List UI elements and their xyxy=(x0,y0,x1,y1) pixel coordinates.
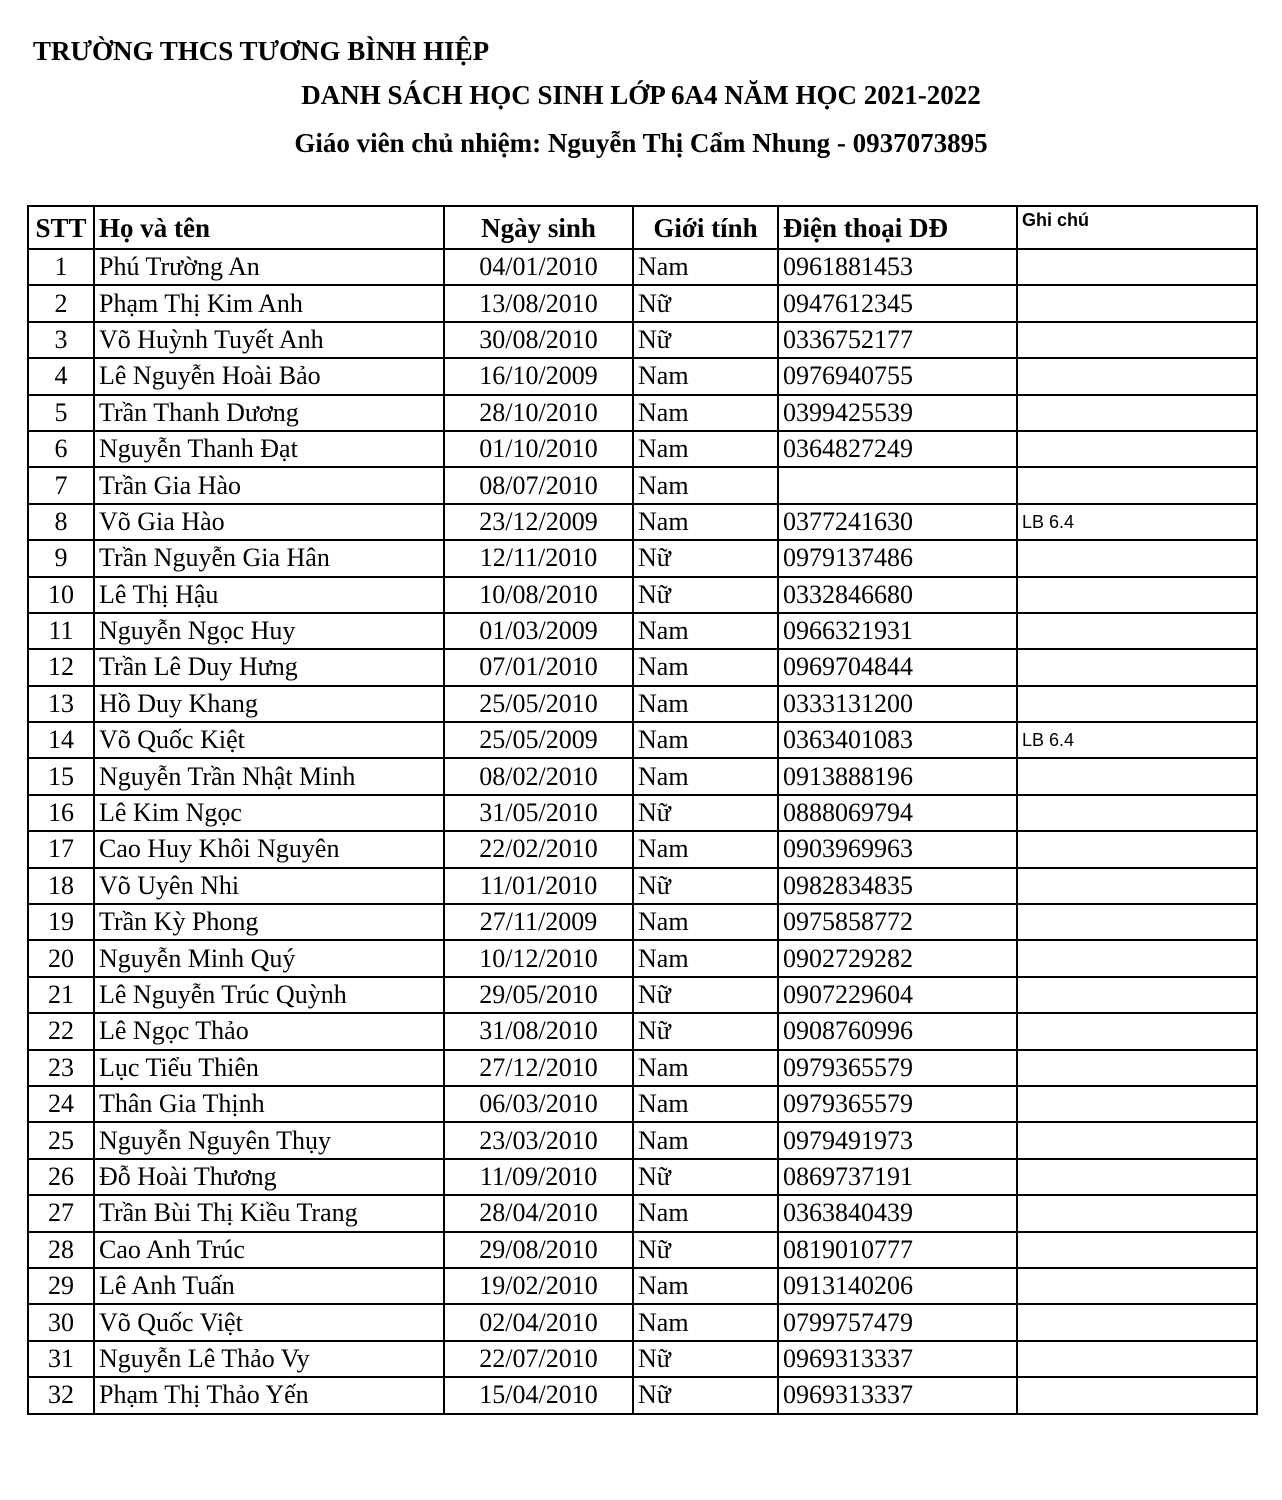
note xyxy=(1017,613,1257,649)
row-number: 10 xyxy=(28,577,94,613)
table-row xyxy=(28,285,1257,321)
note xyxy=(1017,1159,1257,1195)
note xyxy=(1017,285,1257,321)
phone-number: 0333131200 xyxy=(778,686,1017,722)
table-row xyxy=(28,904,1257,940)
school-name: TRƯỜNG THCS TƯƠNG BÌNH HIỆP xyxy=(33,36,490,66)
phone-number: 0907229604 xyxy=(778,977,1017,1013)
row-number: 6 xyxy=(28,431,94,467)
row-number: 30 xyxy=(28,1304,94,1340)
phone-number: 0363840439 xyxy=(778,1195,1017,1231)
gender: Nữ xyxy=(633,577,778,613)
table-row xyxy=(28,1086,1257,1122)
table-row xyxy=(28,940,1257,976)
phone-number: 0819010777 xyxy=(778,1232,1017,1268)
birth-date: 23/03/2010 xyxy=(444,1122,633,1158)
phone-number: 0976940755 xyxy=(778,358,1017,394)
row-number: 29 xyxy=(28,1268,94,1304)
gender: Nam xyxy=(633,504,778,540)
gender: Nữ xyxy=(633,977,778,1013)
phone-number: 0966321931 xyxy=(778,613,1017,649)
note xyxy=(1017,1232,1257,1268)
row-number: 13 xyxy=(28,686,94,722)
table-row xyxy=(28,504,1257,540)
table-row xyxy=(28,249,1257,285)
phone-number: 0913888196 xyxy=(778,758,1017,794)
gender: Nữ xyxy=(633,1013,778,1049)
phone-number: 0399425539 xyxy=(778,395,1017,431)
table-row xyxy=(28,431,1257,467)
row-number: 20 xyxy=(28,940,94,976)
student-name: Lục Tiểu Thiên xyxy=(94,1050,444,1086)
table-row xyxy=(28,1159,1257,1195)
phone-number: 0363401083 xyxy=(778,722,1017,758)
table-row xyxy=(28,686,1257,722)
gender: Nữ xyxy=(633,1232,778,1268)
row-number: 7 xyxy=(28,467,94,503)
note xyxy=(1017,868,1257,904)
gender: Nam xyxy=(633,1122,778,1158)
birth-date: 25/05/2009 xyxy=(444,722,633,758)
birth-date: 12/11/2010 xyxy=(444,540,633,576)
row-number: 2 xyxy=(28,285,94,321)
row-number: 27 xyxy=(28,1195,94,1231)
student-name: Võ Gia Hào xyxy=(94,504,444,540)
student-name: Trần Bùi Thị Kiều Trang xyxy=(94,1195,444,1231)
note xyxy=(1017,940,1257,976)
table-row xyxy=(28,1122,1257,1158)
student-name: Cao Huy Khôi Nguyên xyxy=(94,831,444,867)
student-name: Lê Nguyễn Hoài Bảo xyxy=(94,358,444,394)
table-row xyxy=(28,831,1257,867)
row-number: 32 xyxy=(28,1377,94,1413)
birth-date: 27/11/2009 xyxy=(444,904,633,940)
table-row xyxy=(28,1341,1257,1377)
gender: Nam xyxy=(633,686,778,722)
gender: Nam xyxy=(633,1086,778,1122)
phone-number: 0377241630 xyxy=(778,504,1017,540)
birth-date: 08/02/2010 xyxy=(444,758,633,794)
gender: Nữ xyxy=(633,868,778,904)
note xyxy=(1017,904,1257,940)
note xyxy=(1017,395,1257,431)
student-name: Võ Quốc Việt xyxy=(94,1304,444,1340)
column-header-stt: STT xyxy=(28,206,94,249)
note xyxy=(1017,1377,1257,1413)
birth-date: 29/08/2010 xyxy=(444,1232,633,1268)
phone-number: 0799757479 xyxy=(778,1304,1017,1340)
row-number: 5 xyxy=(28,395,94,431)
birth-date: 08/07/2010 xyxy=(444,467,633,503)
note xyxy=(1017,1013,1257,1049)
table-row xyxy=(28,395,1257,431)
birth-date: 04/01/2010 xyxy=(444,249,633,285)
phone-number: 0979365579 xyxy=(778,1086,1017,1122)
table-row xyxy=(28,977,1257,1013)
document-title: DANH SÁCH HỌC SINH LỚP 6A4 NĂM HỌC 2021-2022 xyxy=(301,80,981,110)
row-number: 17 xyxy=(28,831,94,867)
table-row xyxy=(28,322,1257,358)
birth-date: 13/08/2010 xyxy=(444,285,633,321)
gender: Nam xyxy=(633,249,778,285)
student-name: Hồ Duy Khang xyxy=(94,686,444,722)
row-number: 14 xyxy=(28,722,94,758)
student-name: Võ Huỳnh Tuyết Anh xyxy=(94,322,444,358)
table-row xyxy=(28,1377,1257,1413)
student-name: Phú Trường An xyxy=(94,249,444,285)
row-number: 31 xyxy=(28,1341,94,1377)
birth-date: 28/10/2010 xyxy=(444,395,633,431)
table-row xyxy=(28,649,1257,685)
column-header-phone: Điện thoại DĐ xyxy=(778,206,1017,249)
table-row xyxy=(28,358,1257,394)
phone-number: 0982834835 xyxy=(778,868,1017,904)
birth-date: 23/12/2009 xyxy=(444,504,633,540)
birth-date: 01/03/2009 xyxy=(444,613,633,649)
gender: Nam xyxy=(633,904,778,940)
phone-number: 0903969963 xyxy=(778,831,1017,867)
student-name: Nguyễn Trần Nhật Minh xyxy=(94,758,444,794)
row-number: 3 xyxy=(28,322,94,358)
table-row xyxy=(28,868,1257,904)
table-row xyxy=(28,1268,1257,1304)
student-name: Trần Gia Hào xyxy=(94,467,444,503)
column-header-note: Ghi chú xyxy=(1017,206,1257,249)
row-number: 26 xyxy=(28,1159,94,1195)
row-number: 24 xyxy=(28,1086,94,1122)
phone-number: 0979491973 xyxy=(778,1122,1017,1158)
homeroom-teacher: Giáo viên chủ nhiệm: Nguyễn Thị Cẩm Nhung - 0937073895 xyxy=(294,128,988,158)
student-name: Nguyễn Lê Thảo Vy xyxy=(94,1341,444,1377)
phone-number: 0888069794 xyxy=(778,795,1017,831)
gender: Nữ xyxy=(633,540,778,576)
note xyxy=(1017,577,1257,613)
table-row xyxy=(28,540,1257,576)
student-name: Cao Anh Trúc xyxy=(94,1232,444,1268)
birth-date: 02/04/2010 xyxy=(444,1304,633,1340)
birth-date: 28/04/2010 xyxy=(444,1195,633,1231)
birth-date: 29/05/2010 xyxy=(444,977,633,1013)
note: LB 6.4 xyxy=(1017,504,1257,540)
row-number: 4 xyxy=(28,358,94,394)
note xyxy=(1017,1341,1257,1377)
table-row xyxy=(28,722,1257,758)
gender: Nam xyxy=(633,395,778,431)
student-name: Trần Thanh Dương xyxy=(94,395,444,431)
gender: Nam xyxy=(633,722,778,758)
gender: Nữ xyxy=(633,1159,778,1195)
column-header-name: Họ và tên xyxy=(94,206,444,249)
note xyxy=(1017,358,1257,394)
phone-number: 0869737191 xyxy=(778,1159,1017,1195)
row-number: 23 xyxy=(28,1050,94,1086)
student-name: Trần Lê Duy Hưng xyxy=(94,649,444,685)
student-name: Lê Ngọc Thảo xyxy=(94,1013,444,1049)
note xyxy=(1017,322,1257,358)
phone-number: 0336752177 xyxy=(778,322,1017,358)
birth-date: 31/08/2010 xyxy=(444,1013,633,1049)
phone-number: 0913140206 xyxy=(778,1268,1017,1304)
table-row xyxy=(28,1232,1257,1268)
table-row xyxy=(28,1013,1257,1049)
gender: Nữ xyxy=(633,795,778,831)
note xyxy=(1017,649,1257,685)
phone-number: 0902729282 xyxy=(778,940,1017,976)
row-number: 9 xyxy=(28,540,94,576)
birth-date: 27/12/2010 xyxy=(444,1050,633,1086)
gender: Nữ xyxy=(633,1341,778,1377)
note xyxy=(1017,1304,1257,1340)
student-name: Nguyễn Minh Quý xyxy=(94,940,444,976)
phone-number: 0947612345 xyxy=(778,285,1017,321)
birth-date: 01/10/2010 xyxy=(444,431,633,467)
birth-date: 16/10/2009 xyxy=(444,358,633,394)
birth-date: 10/08/2010 xyxy=(444,577,633,613)
student-name: Nguyễn Ngọc Huy xyxy=(94,613,444,649)
gender: Nữ xyxy=(633,322,778,358)
phone-number: 0969313337 xyxy=(778,1341,1017,1377)
table-row xyxy=(28,1304,1257,1340)
table-row xyxy=(28,467,1257,503)
table-row xyxy=(28,795,1257,831)
gender: Nam xyxy=(633,758,778,794)
student-name: Võ Uyên Nhi xyxy=(94,868,444,904)
note xyxy=(1017,431,1257,467)
birth-date: 31/05/2010 xyxy=(444,795,633,831)
student-name: Lê Nguyễn Trúc Quỳnh xyxy=(94,977,444,1013)
phone-number: 0908760996 xyxy=(778,1013,1017,1049)
note xyxy=(1017,1086,1257,1122)
gender: Nam xyxy=(633,1195,778,1231)
row-number: 15 xyxy=(28,758,94,794)
column-header-gender: Giới tính xyxy=(633,206,778,249)
row-number: 8 xyxy=(28,504,94,540)
birth-date: 25/05/2010 xyxy=(444,686,633,722)
birth-date: 06/03/2010 xyxy=(444,1086,633,1122)
student-name: Lê Kim Ngọc xyxy=(94,795,444,831)
table-row xyxy=(28,613,1257,649)
column-header-dob: Ngày sinh xyxy=(444,206,633,249)
gender: Nam xyxy=(633,1050,778,1086)
student-name: Trần Kỳ Phong xyxy=(94,904,444,940)
gender: Nam xyxy=(633,831,778,867)
table-body xyxy=(28,249,1257,1414)
row-number: 11 xyxy=(28,613,94,649)
table-row xyxy=(28,577,1257,613)
row-number: 16 xyxy=(28,795,94,831)
note xyxy=(1017,467,1257,503)
phone-number: 0961881453 xyxy=(778,249,1017,285)
birth-date: 22/02/2010 xyxy=(444,831,633,867)
student-name: Lê Anh Tuấn xyxy=(94,1268,444,1304)
row-number: 25 xyxy=(28,1122,94,1158)
gender: Nam xyxy=(633,613,778,649)
table-row xyxy=(28,1050,1257,1086)
note xyxy=(1017,686,1257,722)
birth-date: 10/12/2010 xyxy=(444,940,633,976)
note xyxy=(1017,1122,1257,1158)
student-name: Võ Quốc Kiệt xyxy=(94,722,444,758)
row-number: 19 xyxy=(28,904,94,940)
note xyxy=(1017,1195,1257,1231)
phone-number: 0969313337 xyxy=(778,1377,1017,1413)
row-number: 22 xyxy=(28,1013,94,1049)
row-number: 21 xyxy=(28,977,94,1013)
student-name: Đỗ Hoài Thương xyxy=(94,1159,444,1195)
table-row xyxy=(28,1195,1257,1231)
note xyxy=(1017,831,1257,867)
birth-date: 15/04/2010 xyxy=(444,1377,633,1413)
student-name: Phạm Thị Kim Anh xyxy=(94,285,444,321)
note xyxy=(1017,977,1257,1013)
student-name: Trần Nguyễn Gia Hân xyxy=(94,540,444,576)
gender: Nam xyxy=(633,649,778,685)
note: LB 6.4 xyxy=(1017,722,1257,758)
phone-number: 0332846680 xyxy=(778,577,1017,613)
row-number: 1 xyxy=(28,249,94,285)
gender: Nam xyxy=(633,358,778,394)
student-name: Phạm Thị Thảo Yến xyxy=(94,1377,444,1413)
student-name: Thân Gia Thịnh xyxy=(94,1086,444,1122)
student-name: Nguyễn Thanh Đạt xyxy=(94,431,444,467)
student-table xyxy=(27,205,1258,1415)
note xyxy=(1017,1268,1257,1304)
phone-number: 0979365579 xyxy=(778,1050,1017,1086)
gender: Nam xyxy=(633,1268,778,1304)
row-number: 18 xyxy=(28,868,94,904)
gender: Nam xyxy=(633,1304,778,1340)
note xyxy=(1017,249,1257,285)
phone-number: 0979137486 xyxy=(778,540,1017,576)
phone-number: 0975858772 xyxy=(778,904,1017,940)
note xyxy=(1017,1050,1257,1086)
note xyxy=(1017,540,1257,576)
birth-date: 19/02/2010 xyxy=(444,1268,633,1304)
gender: Nam xyxy=(633,940,778,976)
birth-date: 07/01/2010 xyxy=(444,649,633,685)
phone-number: 0969704844 xyxy=(778,649,1017,685)
birth-date: 11/01/2010 xyxy=(444,868,633,904)
phone-number xyxy=(778,467,1017,503)
table-header-row xyxy=(28,206,1257,249)
gender: Nam xyxy=(633,467,778,503)
student-name: Nguyễn Nguyên Thụy xyxy=(94,1122,444,1158)
row-number: 28 xyxy=(28,1232,94,1268)
birth-date: 22/07/2010 xyxy=(444,1341,633,1377)
student-name: Lê Thị Hậu xyxy=(94,577,444,613)
table-row xyxy=(28,758,1257,794)
note xyxy=(1017,795,1257,831)
birth-date: 11/09/2010 xyxy=(444,1159,633,1195)
gender: Nam xyxy=(633,431,778,467)
gender: Nữ xyxy=(633,1377,778,1413)
birth-date: 30/08/2010 xyxy=(444,322,633,358)
gender: Nữ xyxy=(633,285,778,321)
row-number: 12 xyxy=(28,649,94,685)
note xyxy=(1017,758,1257,794)
phone-number: 0364827249 xyxy=(778,431,1017,467)
